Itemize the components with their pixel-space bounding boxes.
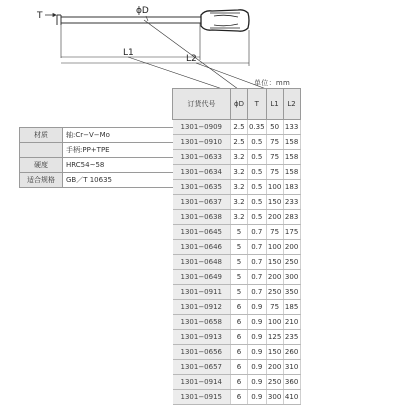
- order-code-cell: 1301−0913: [173, 330, 231, 345]
- table-cell: 6: [231, 390, 248, 405]
- order-code-cell: 1301−0634: [173, 165, 231, 180]
- label-l2: L2: [186, 54, 197, 64]
- table-row: [173, 225, 301, 240]
- table-cell: 0.5: [248, 180, 267, 195]
- order-code-cell: 1301−0910: [173, 135, 231, 150]
- order-code-cell: 1301−0914: [173, 375, 231, 390]
- order-code-cell: 1301−0656: [173, 345, 231, 360]
- table-cell: 75: [266, 300, 283, 315]
- table-cell: 250: [283, 255, 300, 270]
- label-d: ϕD: [136, 6, 149, 16]
- table-cell: 158: [283, 135, 300, 150]
- table-cell: 200: [266, 270, 283, 285]
- table-cell: 0.9: [248, 300, 267, 315]
- table-cell: 3.2: [231, 195, 248, 210]
- unit-label: 单位：mm: [254, 79, 291, 87]
- table-row: [173, 135, 301, 150]
- table-cell: 2.5: [231, 120, 248, 135]
- table-cell: 0.9: [248, 375, 267, 390]
- table-cell: 233: [283, 195, 300, 210]
- order-code-cell: 1301−0649: [173, 270, 231, 285]
- table-cell: 125: [266, 330, 283, 345]
- table-row: [173, 120, 301, 135]
- table-cell: 5: [231, 255, 248, 270]
- table-cell: 185: [283, 300, 300, 315]
- table-row: [173, 330, 301, 345]
- table-cell: 3.2: [231, 210, 248, 225]
- table-cell: 3.2: [231, 150, 248, 165]
- table-cell: 410: [283, 390, 300, 405]
- column-header: L2: [283, 89, 300, 120]
- column-header: ϕD: [231, 89, 248, 120]
- table-cell: 158: [283, 165, 300, 180]
- material-row: [20, 128, 198, 143]
- material-value: HRC54~58: [63, 158, 198, 173]
- order-code-cell: 1301−0638: [173, 210, 231, 225]
- material-row: [20, 158, 198, 173]
- material-label: 适合规格: [20, 173, 63, 188]
- table-cell: 0.9: [248, 315, 267, 330]
- table-cell: 6: [231, 300, 248, 315]
- table-cell: 0.5: [248, 195, 267, 210]
- table-row: [173, 255, 301, 270]
- dimension-l2: [61, 30, 249, 66]
- table-row: [173, 315, 301, 330]
- table-cell: 0.7: [248, 270, 267, 285]
- table-row: [173, 360, 301, 375]
- material-value: 轴:Cr−V−Mo: [63, 128, 198, 143]
- order-code-cell: 1301−0635: [173, 180, 231, 195]
- table-cell: 5: [231, 270, 248, 285]
- material-label: 硬度: [20, 158, 63, 173]
- table-row: [173, 195, 301, 210]
- table-cell: 150: [266, 345, 283, 360]
- table-cell: 0.9: [248, 390, 267, 405]
- table-cell: 0.7: [248, 225, 267, 240]
- material-row: [20, 173, 198, 188]
- table-cell: 6: [231, 360, 248, 375]
- table-cell: 183: [283, 180, 300, 195]
- table-cell: 3.2: [231, 165, 248, 180]
- spec-header-row: [173, 89, 301, 120]
- table-cell: 3.2: [231, 180, 248, 195]
- table-row: [173, 240, 301, 255]
- table-cell: 260: [283, 345, 300, 360]
- table-cell: 0.7: [248, 255, 267, 270]
- table-row: [173, 150, 301, 165]
- table-cell: 6: [231, 345, 248, 360]
- table-cell: 235: [283, 330, 300, 345]
- table-cell: 350: [283, 285, 300, 300]
- table-cell: 200: [283, 240, 300, 255]
- table-cell: 0.5: [248, 165, 267, 180]
- table-cell: 75: [266, 150, 283, 165]
- table-cell: 5: [231, 240, 248, 255]
- table-cell: 133: [283, 120, 300, 135]
- table-cell: 100: [266, 240, 283, 255]
- column-header: T: [248, 89, 267, 120]
- material-label: [20, 143, 63, 158]
- column-header: 订货代号: [173, 89, 231, 120]
- order-code-cell: 1301−0637: [173, 195, 231, 210]
- table-cell: 6: [231, 375, 248, 390]
- table-row: [173, 165, 301, 180]
- label-l1: L1: [123, 48, 134, 58]
- material-label: 材质: [20, 128, 63, 143]
- order-code-cell: 1301−0658: [173, 315, 231, 330]
- dimension-t: [45, 14, 56, 17]
- table-row: [173, 390, 301, 405]
- table-cell: 0.7: [248, 240, 267, 255]
- table-cell: 75: [266, 225, 283, 240]
- table-cell: 210: [283, 315, 300, 330]
- table-cell: 5: [231, 225, 248, 240]
- table-cell: 0.9: [248, 360, 267, 375]
- table-cell: 6: [231, 330, 248, 345]
- table-row: [173, 285, 301, 300]
- table-row: [173, 300, 301, 315]
- table-cell: 283: [283, 210, 300, 225]
- table-cell: 175: [283, 225, 300, 240]
- order-code-cell: 1301−0646: [173, 240, 231, 255]
- table-cell: 250: [266, 375, 283, 390]
- material-row: [20, 143, 198, 158]
- screwdriver-handle: [201, 10, 249, 31]
- table-cell: 200: [266, 210, 283, 225]
- table-cell: 2.5: [231, 135, 248, 150]
- table-cell: 0.9: [248, 330, 267, 345]
- order-code-cell: 1301−0909: [173, 120, 231, 135]
- label-t: T: [37, 11, 43, 21]
- column-header: L1: [266, 89, 283, 120]
- spec-table: [172, 88, 301, 405]
- order-code-cell: 1301−0633: [173, 150, 231, 165]
- table-row: [173, 345, 301, 360]
- table-cell: 100: [266, 315, 283, 330]
- table-cell: 300: [266, 390, 283, 405]
- material-value: 手柄:PP+TPE: [63, 143, 198, 158]
- table-cell: 158: [283, 150, 300, 165]
- screwdriver-tip: [57, 15, 61, 25]
- table-cell: 200: [266, 360, 283, 375]
- table-row: [173, 375, 301, 390]
- table-row: [173, 180, 301, 195]
- table-cell: 0.9: [248, 345, 267, 360]
- table-cell: 6: [231, 315, 248, 330]
- table-cell: 50: [266, 120, 283, 135]
- table-cell: 310: [283, 360, 300, 375]
- table-cell: 0.5: [248, 210, 267, 225]
- material-value: GB／T 10635: [63, 173, 198, 188]
- table-cell: 75: [266, 165, 283, 180]
- screwdriver-shaft: [61, 17, 201, 23]
- order-code-cell: 1301−0915: [173, 390, 231, 405]
- order-code-cell: 1301−0645: [173, 225, 231, 240]
- table-cell: 100: [266, 180, 283, 195]
- table-cell: 250: [266, 285, 283, 300]
- screwdriver-diagram: [0, 0, 400, 90]
- table-cell: 0.7: [248, 285, 267, 300]
- order-code-cell: 1301−0912: [173, 300, 231, 315]
- table-cell: 150: [266, 255, 283, 270]
- table-cell: 150: [266, 195, 283, 210]
- order-code-cell: 1301−0657: [173, 360, 231, 375]
- table-cell: 0.5: [248, 150, 267, 165]
- table-row: [173, 270, 301, 285]
- order-code-cell: 1301−0911: [173, 285, 231, 300]
- table-cell: 0.5: [248, 135, 267, 150]
- table-row: [173, 210, 301, 225]
- table-cell: 75: [266, 135, 283, 150]
- order-code-cell: 1301−0648: [173, 255, 231, 270]
- table-cell: 300: [283, 270, 300, 285]
- table-cell: 360: [283, 375, 300, 390]
- table-cell: 0.35: [248, 120, 267, 135]
- table-cell: 5: [231, 285, 248, 300]
